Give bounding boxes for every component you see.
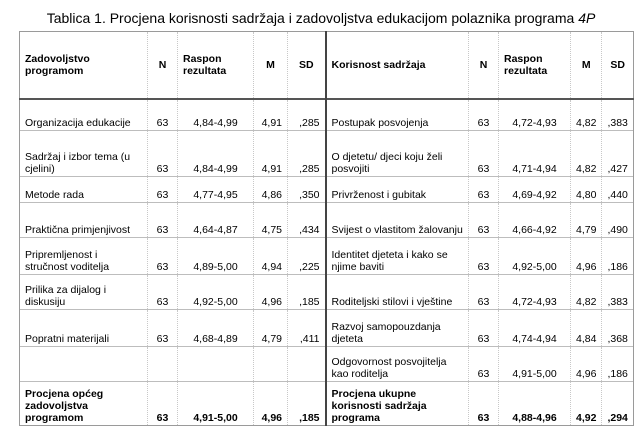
left-cell-n: 63 <box>148 238 178 275</box>
right-cell-m: 4,96 <box>571 347 602 382</box>
header-range-2: Raspon rezultata <box>499 32 571 100</box>
left-cell-range: 4,91-5,00 <box>178 382 254 426</box>
right-cell-m: 4,92 <box>571 382 602 426</box>
left-cell-m <box>254 347 288 382</box>
table-row <box>20 99 634 131</box>
left-cell-m: 4,75 <box>254 203 288 238</box>
left-cell-n: 63 <box>148 99 178 131</box>
right-cell-m: 4,96 <box>571 238 602 275</box>
right-cell-sd: ,440 <box>602 177 633 203</box>
table-caption <box>0 10 642 26</box>
header-m: M <box>254 32 288 100</box>
left-cell-sd <box>288 347 326 382</box>
header-n: N <box>148 32 178 100</box>
left-row-item: Prilika za dijalog i diskusiju <box>20 275 148 310</box>
right-cell-m: 4,82 <box>571 275 602 310</box>
left-cell-m: 4,96 <box>254 382 288 426</box>
right-cell-sd: ,427 <box>602 131 633 177</box>
header-sd: SD <box>288 32 326 100</box>
right-cell-sd: ,368 <box>602 310 633 347</box>
right-cell-n: 63 <box>469 177 499 203</box>
left-cell-n: 63 <box>148 131 178 177</box>
left-cell-sd: ,434 <box>288 203 326 238</box>
table-row <box>20 347 634 382</box>
left-cell-n <box>148 347 178 382</box>
right-cell-sd: ,294 <box>602 382 633 426</box>
right-cell-n: 63 <box>469 347 499 382</box>
left-cell-range <box>178 347 254 382</box>
right-row-item: O djetetu/ djeci koju želi posvojiti <box>326 131 469 177</box>
header-satisfaction: Zadovoljstvo programom <box>20 32 148 100</box>
caption-program: 4P <box>578 10 596 26</box>
right-cell-sd: ,490 <box>602 203 633 238</box>
left-cell-n: 63 <box>148 177 178 203</box>
left-row-item: Pripremljenost i stručnost voditelja <box>20 238 148 275</box>
table-row <box>20 203 634 238</box>
left-cell-sd: ,350 <box>288 177 326 203</box>
right-cell-range: 4,71-4,94 <box>499 131 571 177</box>
right-cell-n: 63 <box>469 310 499 347</box>
left-cell-range: 4,77-4,95 <box>178 177 254 203</box>
left-row-item: Procjena općeg zadovoljstva programom <box>20 382 148 426</box>
left-cell-m: 4,94 <box>254 238 288 275</box>
right-row-item: Postupak posvojenja <box>326 99 469 131</box>
left-cell-m: 4,91 <box>254 99 288 131</box>
right-cell-sd: ,383 <box>602 99 633 131</box>
left-cell-sd: ,411 <box>288 310 326 347</box>
left-cell-m: 4,96 <box>254 275 288 310</box>
left-cell-sd: ,185 <box>288 275 326 310</box>
table-row <box>20 382 634 426</box>
header-range: Raspon rezultata <box>178 32 254 100</box>
right-cell-n: 63 <box>469 99 499 131</box>
right-row-item: Privrženost i gubitak <box>326 177 469 203</box>
left-cell-range: 4,84-4,99 <box>178 131 254 177</box>
left-cell-n: 63 <box>148 382 178 426</box>
table-row <box>20 310 634 347</box>
left-cell-range: 4,64-4,87 <box>178 203 254 238</box>
left-cell-range: 4,84-4,99 <box>178 99 254 131</box>
left-row-item: Praktična primjenjivost <box>20 203 148 238</box>
right-row-item: Identitet djeteta i kako se njime baviti <box>326 238 469 275</box>
left-cell-n: 63 <box>148 310 178 347</box>
right-row-item: Svijest o vlastitom žalovanju <box>326 203 469 238</box>
left-cell-sd: ,225 <box>288 238 326 275</box>
right-cell-sd: ,186 <box>602 347 633 382</box>
right-cell-range: 4,74-4,94 <box>499 310 571 347</box>
right-cell-range: 4,69-4,92 <box>499 177 571 203</box>
right-cell-sd: ,186 <box>602 238 633 275</box>
right-cell-range: 4,72-4,93 <box>499 275 571 310</box>
right-cell-m: 4,82 <box>571 131 602 177</box>
left-cell-range: 4,92-5,00 <box>178 275 254 310</box>
left-row-item <box>20 347 148 382</box>
right-cell-n: 63 <box>469 203 499 238</box>
caption-text: Tablica 1. Procjena korisnosti sadržaja i zadovoljstva edukacijom polaznika programa <box>46 10 579 26</box>
left-cell-range: 4,68-4,89 <box>178 310 254 347</box>
right-cell-range: 4,66-4,92 <box>499 203 571 238</box>
left-row-item: Organizacija edukacije <box>20 99 148 131</box>
table-row <box>20 131 634 177</box>
table-row <box>20 177 634 203</box>
header-sd-2: SD <box>602 32 633 100</box>
left-cell-m: 4,86 <box>254 177 288 203</box>
left-row-item: Metode rada <box>20 177 148 203</box>
left-row-item: Sadržaj i izbor tema (u cjelini) <box>20 131 148 177</box>
left-cell-n: 63 <box>148 203 178 238</box>
right-cell-m: 4,79 <box>571 203 602 238</box>
results-table <box>19 31 634 426</box>
header-n-2: N <box>469 32 499 100</box>
left-cell-sd: ,185 <box>288 382 326 426</box>
table-row <box>20 238 634 275</box>
right-cell-n: 63 <box>469 382 499 426</box>
left-cell-sd: ,285 <box>288 131 326 177</box>
right-row-item: Odgovornost posvojitelja kao roditelja <box>326 347 469 382</box>
left-cell-range: 4,89-5,00 <box>178 238 254 275</box>
left-cell-m: 4,79 <box>254 310 288 347</box>
right-cell-m: 4,84 <box>571 310 602 347</box>
right-cell-m: 4,80 <box>571 177 602 203</box>
right-cell-sd: ,383 <box>602 275 633 310</box>
right-row-item: Roditeljski stilovi i vještine <box>326 275 469 310</box>
header-m-2: M <box>571 32 602 100</box>
table-header-row <box>20 32 634 100</box>
right-cell-range: 4,88-4,96 <box>499 382 571 426</box>
right-cell-m: 4,82 <box>571 99 602 131</box>
header-usefulness: Korisnost sadržaja <box>326 32 469 100</box>
right-cell-range: 4,72-4,93 <box>499 99 571 131</box>
left-cell-sd: ,285 <box>288 99 326 131</box>
right-row-item: Razvoj samopouzdanja djeteta <box>326 310 469 347</box>
right-cell-range: 4,92-5,00 <box>499 238 571 275</box>
left-cell-n: 63 <box>148 275 178 310</box>
right-cell-n: 63 <box>469 131 499 177</box>
left-cell-m: 4,91 <box>254 131 288 177</box>
left-row-item: Popratni materijali <box>20 310 148 347</box>
right-cell-range: 4,91-5,00 <box>499 347 571 382</box>
right-row-item: Procjena ukupne korisnosti sadržaja programa <box>326 382 469 426</box>
right-cell-n: 63 <box>469 238 499 275</box>
right-cell-n: 63 <box>469 275 499 310</box>
table-row <box>20 275 634 310</box>
